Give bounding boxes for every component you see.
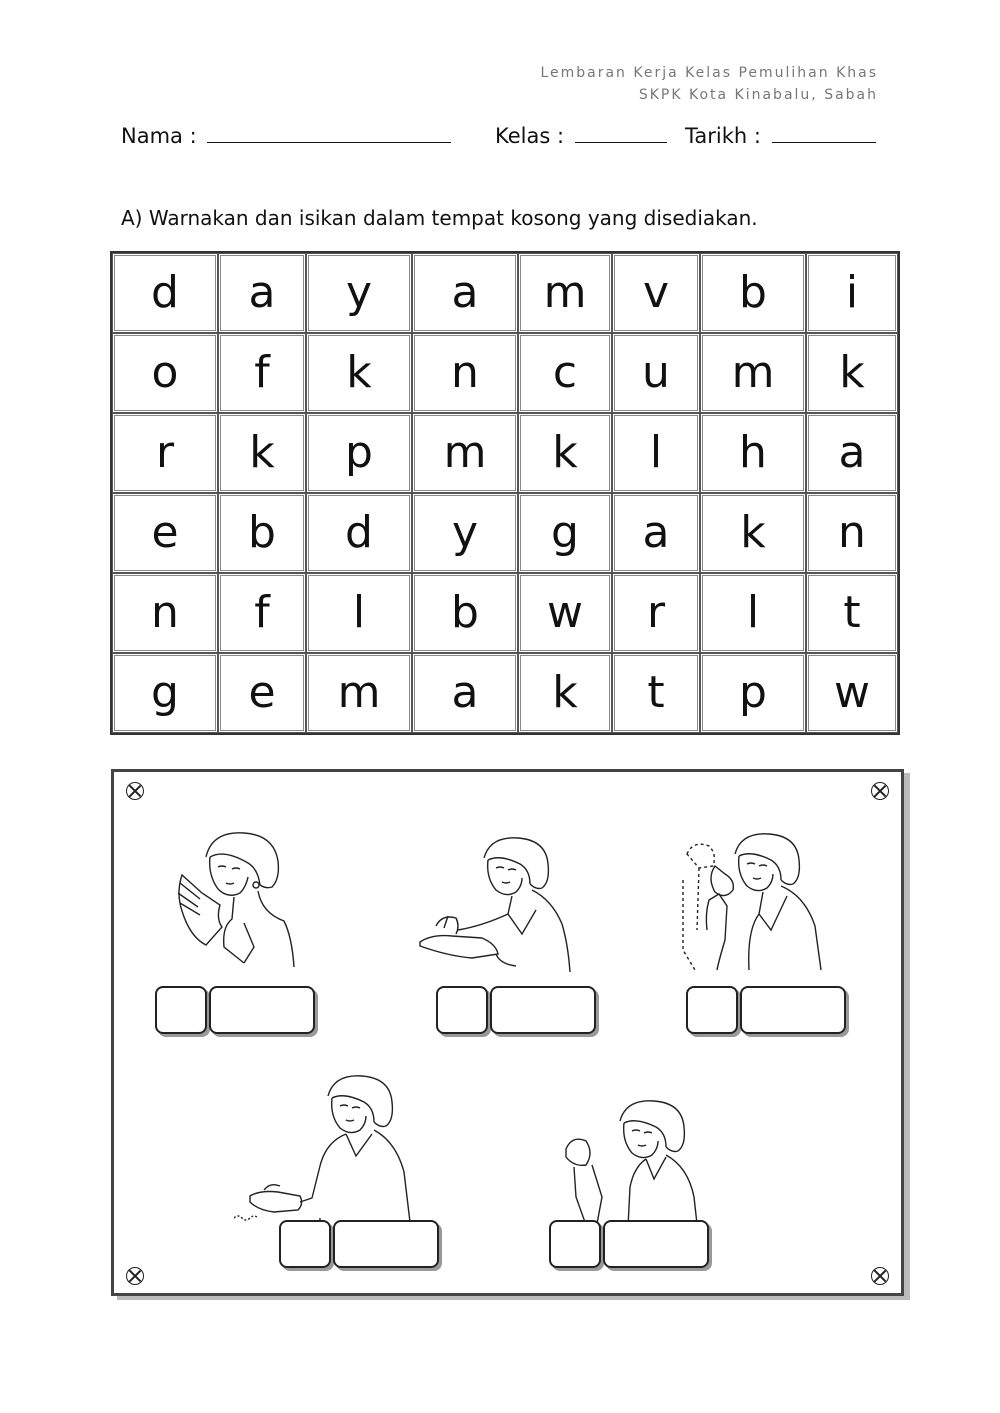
sign-figure-2 [412, 834, 572, 974]
answer-cell-3b[interactable] [740, 986, 846, 1034]
answer-cell-4b[interactable] [333, 1220, 439, 1268]
answer-cell-2a[interactable] [436, 986, 488, 1034]
screw-icon [126, 782, 144, 800]
instruction: A) Warnakan dan isikan dalam tempat kosong yang disediakan. [121, 206, 758, 230]
grid-cell[interactable]: p [700, 653, 806, 733]
grid-cell[interactable]: y [412, 493, 518, 573]
answer-cell-5b[interactable] [603, 1220, 709, 1268]
grid-cell[interactable]: a [218, 253, 306, 333]
grid-row [112, 493, 898, 573]
screw-icon [126, 1267, 144, 1285]
grid-cell[interactable]: g [518, 493, 612, 573]
grid-cell[interactable]: m [518, 253, 612, 333]
sign-figure-5 [544, 1097, 704, 1237]
nama-field [121, 122, 451, 148]
grid-cell[interactable]: k [518, 653, 612, 733]
grid-cell[interactable]: i [806, 253, 898, 333]
letter-grid [110, 251, 900, 735]
answer-cell-4a[interactable] [279, 1220, 331, 1268]
grid-cell[interactable]: a [412, 253, 518, 333]
grid-cell[interactable]: f [218, 333, 306, 413]
grid-cell[interactable]: o [112, 333, 218, 413]
school-info [540, 62, 878, 106]
grid-cell[interactable]: n [806, 493, 898, 573]
tarikh-blank[interactable] [772, 122, 876, 143]
grid-cell[interactable]: h [700, 413, 806, 493]
grid-cell[interactable]: g [112, 653, 218, 733]
screw-icon [871, 782, 889, 800]
grid-cell[interactable]: d [306, 493, 412, 573]
grid-cell[interactable]: w [518, 573, 612, 653]
grid-cell[interactable]: d [112, 253, 218, 333]
grid-cell[interactable]: m [412, 413, 518, 493]
nama-blank[interactable] [207, 122, 451, 143]
answer-box-5 [549, 1220, 711, 1264]
grid-cell[interactable]: a [412, 653, 518, 733]
answer-cell-3a[interactable] [686, 986, 738, 1034]
answer-cell-1b[interactable] [209, 986, 315, 1034]
grid-cell[interactable]: p [306, 413, 412, 493]
grid-cell[interactable]: e [218, 653, 306, 733]
grid-cell[interactable]: k [700, 493, 806, 573]
school-line-1: Lembaran Kerja Kelas Pemulihan Khas [540, 65, 878, 81]
grid-cell[interactable]: w [806, 653, 898, 733]
grid-cell[interactable]: m [306, 653, 412, 733]
kelas-blank[interactable] [575, 122, 667, 143]
answer-box-4 [279, 1220, 441, 1264]
grid-cell[interactable]: l [700, 573, 806, 653]
sign-panel [111, 769, 904, 1296]
grid-cell[interactable]: b [412, 573, 518, 653]
grid-row [112, 253, 898, 333]
grid-cell[interactable]: v [612, 253, 700, 333]
grid-cell[interactable]: f [218, 573, 306, 653]
answer-cell-2b[interactable] [490, 986, 596, 1034]
answer-box-3 [686, 986, 848, 1030]
kelas-field [495, 122, 667, 148]
grid-cell[interactable]: t [612, 653, 700, 733]
grid-cell[interactable]: b [700, 253, 806, 333]
grid-cell[interactable]: l [306, 573, 412, 653]
answer-cell-5a[interactable] [549, 1220, 601, 1268]
student-fields [121, 122, 881, 152]
grid-cell[interactable]: k [218, 413, 306, 493]
nama-label: Nama : [121, 124, 197, 148]
grid-cell[interactable]: k [518, 413, 612, 493]
sign-figure-1 [162, 827, 302, 967]
grid-cell[interactable]: n [112, 573, 218, 653]
grid-cell[interactable]: a [612, 493, 700, 573]
school-line-2: SKPK Kota Kinabalu, Sabah [638, 87, 878, 103]
grid-cell[interactable]: l [612, 413, 700, 493]
grid-cell[interactable]: u [612, 333, 700, 413]
grid-cell[interactable]: c [518, 333, 612, 413]
grid-cell[interactable]: r [612, 573, 700, 653]
answer-box-1 [155, 986, 317, 1030]
grid-row [112, 333, 898, 413]
tarikh-field [685, 122, 876, 148]
grid-cell[interactable]: k [806, 333, 898, 413]
sign-figure-4 [234, 1072, 419, 1232]
grid-cell[interactable]: b [218, 493, 306, 573]
kelas-label: Kelas : [495, 124, 565, 148]
screw-icon [871, 1267, 889, 1285]
sign-figure-3 [659, 830, 829, 975]
grid-row [112, 653, 898, 733]
answer-box-2 [436, 986, 598, 1030]
grid-cell[interactable]: m [700, 333, 806, 413]
grid-cell[interactable]: a [806, 413, 898, 493]
grid-row [112, 413, 898, 493]
grid-cell[interactable]: n [412, 333, 518, 413]
grid-cell[interactable]: y [306, 253, 412, 333]
grid-cell[interactable]: r [112, 413, 218, 493]
tarikh-label: Tarikh : [685, 124, 761, 148]
grid-cell[interactable]: k [306, 333, 412, 413]
grid-row [112, 573, 898, 653]
grid-cell[interactable]: e [112, 493, 218, 573]
answer-cell-1a[interactable] [155, 986, 207, 1034]
grid-cell[interactable]: t [806, 573, 898, 653]
